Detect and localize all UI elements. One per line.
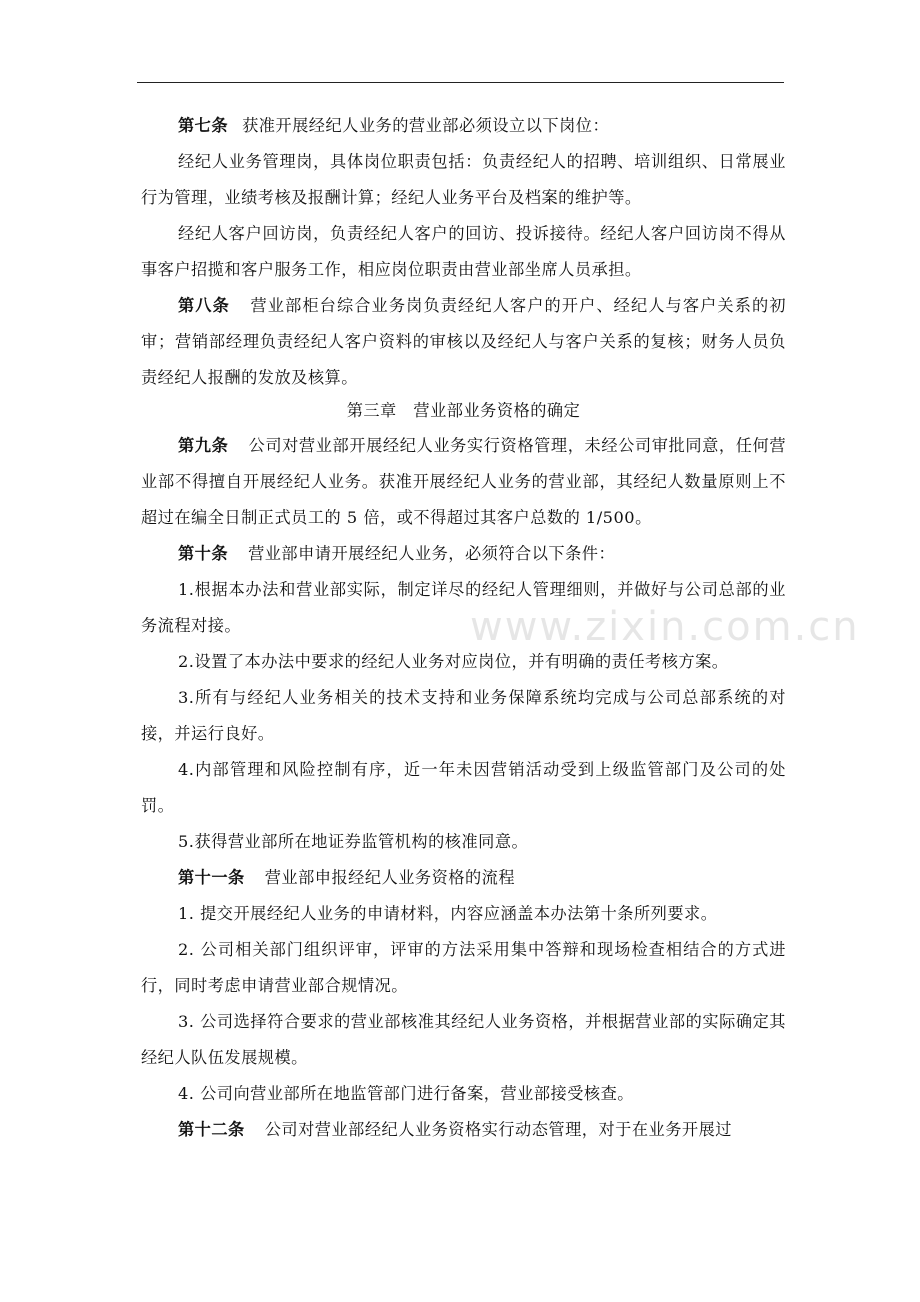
article-heading: 第十一条 [178,868,245,887]
document-body [141,108,786,1148]
list-item: 5.获得营业部所在地证券监管机构的核准同意。 [178,832,529,851]
article-10 [141,536,786,572]
list-item: 2. 公司相关部门组织评审，评审的方法采用集中答辩和现场检查相结合的方式进行，同时考虑申请营业部合规情况。 [141,940,786,995]
article-heading: 第九条 [178,436,229,455]
list-item: 2.设置了本办法中要求的经纪人业务对应岗位，并有明确的责任考核方案。 [178,652,729,671]
paragraph: 经纪人业务管理岗，具体岗位职责包括：负责经纪人的招聘、培训组织、日常展业行为管理，业绩考核及报酬计算；经纪人业务平台及档案的维护等。 [141,152,786,207]
article-11 [141,860,786,896]
list-item: 1.根据本办法和营业部实际，制定详尽的经纪人管理细则，并做好与公司总部的业务流程对接。 [141,580,786,635]
article-heading: 第八条 [178,296,230,315]
article-text: 公司对营业部开展经纪人业务实行资格管理，未经公司审批同意，任何营业部不得擅自开展经纪人业务。获准开展经纪人业务的营业部，其经纪人数量原则上不超过在编全日制正式员工的 5 倍，或不得超过其客户总数的 1/500。 [141,436,787,527]
article-text: 公司对营业部经纪人业务资格实行动态管理，对于在业务开展过 [264,1120,732,1139]
chapter-heading: 第三章 营业部业务资格的确定 [346,401,581,420]
article-heading: 第七条 [178,116,229,135]
article-8 [141,288,786,396]
article-text: 获准开展经纪人业务的营业部必须设立以下岗位： [242,116,610,135]
article-text: 营业部申报经纪人业务资格的流程 [264,868,516,887]
article-12 [141,1112,786,1148]
list-item: 4.内部管理和风险控制有序，近一年未因营销活动受到上级监管部门及公司的处罚。 [141,760,786,815]
list-item: 4. 公司向营业部所在地监管部门进行备案，营业部接受核查。 [178,1084,634,1103]
article-text: 营业部申请开展经纪人业务，必须符合以下条件： [248,544,616,563]
article-text: 营业部柜台综合业务岗负责经纪人客户的开户、经纪人与客户关系的初审；营销部经理负责经纪人客户资料的审核以及经纪人与客户关系的复核；财务人员负责经纪人报酬的发放及核算。 [141,296,787,387]
article-heading: 第十二条 [178,1120,245,1139]
watermark: www.zixin.com.cn [470,604,860,650]
list-item: 3. 公司选择符合要求的营业部核准其经纪人业务资格，并根据营业部的实际确定其经纪人队伍发展规模。 [141,1012,786,1067]
list-item: 3.所有与经纪人业务相关的技术支持和业务保障系统均完成与公司总部系统的对接，并运行良好。 [141,688,786,743]
article-9 [141,428,786,536]
header-rule [137,82,784,83]
list-item: 1. 提交开展经纪人业务的申请材料，内容应涵盖本办法第十条所列要求。 [178,904,718,923]
paragraph: 经纪人客户回访岗，负责经纪人客户的回访、投诉接待。经纪人客户回访岗不得从事客户招揽和客户服务工作，相应岗位职责由营业部坐席人员承担。 [141,224,786,279]
article-7 [141,108,786,144]
article-heading: 第十条 [178,544,229,563]
